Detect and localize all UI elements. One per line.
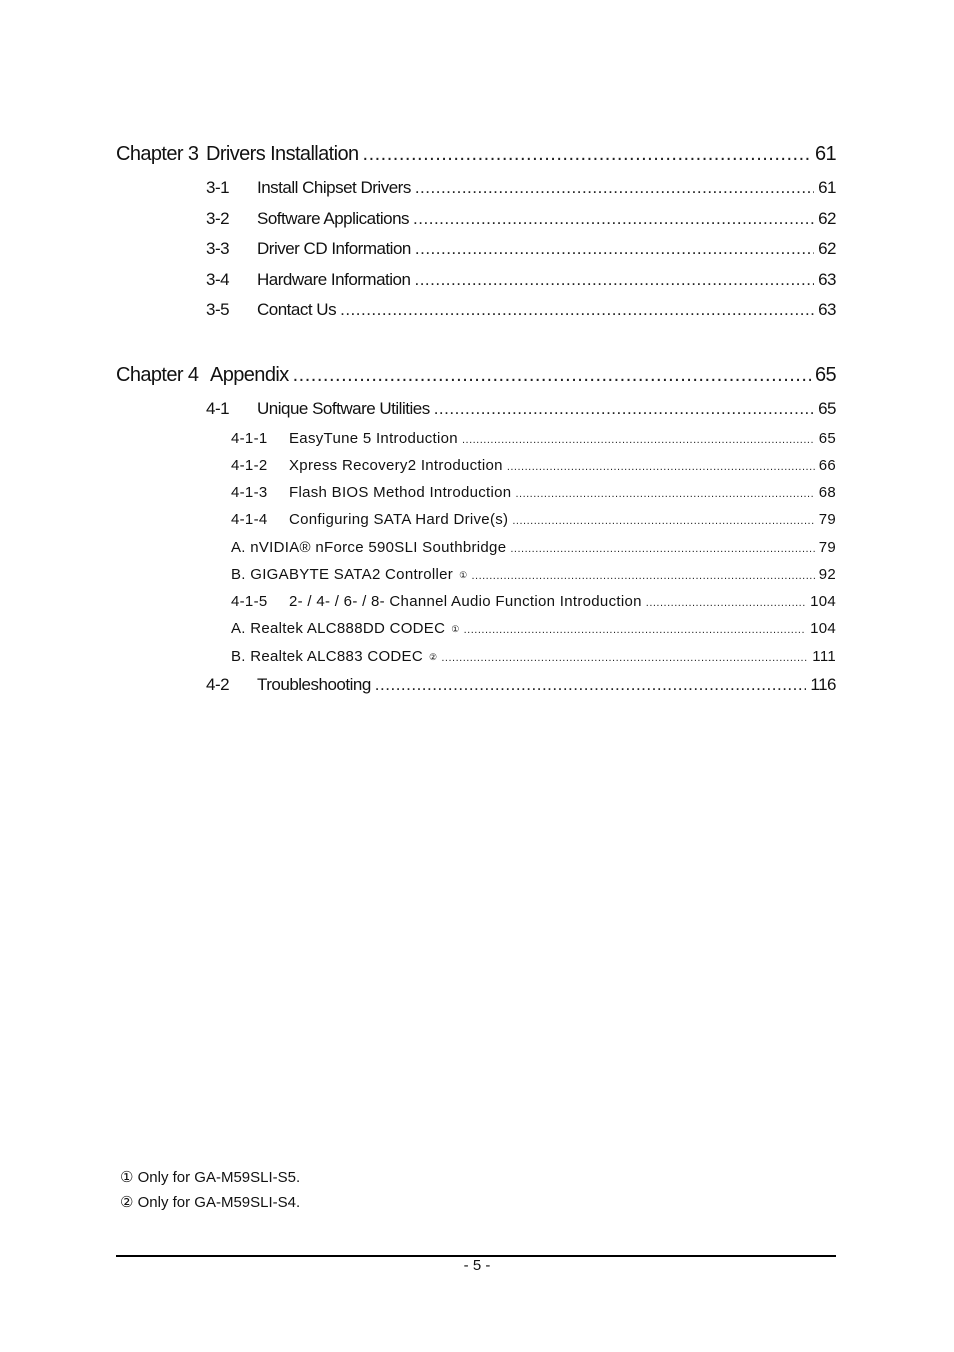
section-code: 3-5	[206, 300, 230, 319]
toc-item-gigabyte-sata2[interactable]	[231, 566, 836, 583]
subsection-code: 4-1-2	[231, 457, 268, 474]
section-title: Driver CD Information	[257, 239, 411, 258]
leader-dots	[646, 593, 806, 610]
subsection-title: 2- / 4- / 6- / 8- Channel Audio Function Introduction	[289, 593, 642, 610]
page-ref: 65	[818, 399, 836, 418]
chapter-title: Appendix	[210, 364, 289, 386]
leader-dots	[414, 270, 814, 290]
chapter-title: Drivers Installation	[206, 143, 359, 165]
section-title: Install Chipset Drivers	[257, 178, 411, 197]
section-code: 3-1	[206, 178, 230, 197]
page-number: - 5 -	[463, 1257, 491, 1274]
section-code: 3-2	[206, 209, 230, 228]
page-ref: 92	[818, 566, 836, 583]
toc-subsection-4-1-3[interactable]	[231, 484, 836, 501]
page-ref: 66	[818, 457, 836, 474]
footnote-1: ① Only for GA-M59SLI-S5.	[120, 1169, 301, 1186]
page-ref: 104	[810, 620, 836, 637]
chapter-code: Chapter 3	[116, 143, 199, 165]
leader-dots	[434, 399, 814, 419]
toc-chapter-3[interactable]	[116, 143, 836, 166]
leader-dots	[340, 300, 814, 320]
toc-item-realtek-alc888dd[interactable]	[231, 620, 836, 637]
page-ref: 79	[818, 539, 836, 556]
subsection-title: B. GIGABYTE SATA2 Controller	[231, 566, 454, 583]
toc-item-nvidia-southbridge[interactable]	[231, 539, 836, 556]
leader-dots	[415, 239, 814, 259]
page-ref: 68	[818, 484, 836, 501]
subsection-title: A. nVIDIA® nForce 590SLI Southbridge	[231, 539, 507, 556]
subsection-title: Xpress Recovery2 Introduction	[289, 457, 503, 474]
leader-dots	[293, 364, 811, 387]
page-ref: 111	[812, 648, 836, 665]
subsection-title: EasyTune 5 Introduction	[289, 430, 458, 447]
toc-section-4-1[interactable]	[206, 399, 836, 419]
page-ref: 104	[810, 593, 836, 610]
page-ref: 61	[818, 178, 836, 197]
footnote-marker: ①	[459, 570, 468, 580]
leader-dots	[512, 511, 814, 528]
leader-dots	[471, 566, 814, 583]
leader-dots	[413, 209, 814, 229]
leader-dots	[462, 430, 815, 447]
toc-section-4-2[interactable]	[206, 675, 836, 695]
page-ref: 79	[818, 511, 836, 528]
leader-dots	[415, 178, 814, 198]
footnote-marker: ①	[451, 624, 460, 634]
subsection-title: B. Realtek ALC883 CODEC	[231, 648, 423, 665]
toc-item-realtek-alc883[interactable]	[231, 648, 836, 665]
leader-dots	[441, 648, 808, 665]
section-title: Hardware Information	[257, 270, 411, 289]
subsection-code: 4-1-1	[231, 430, 268, 447]
toc-section-3-2[interactable]	[206, 209, 836, 229]
subsection-code: 4-1-4	[231, 511, 268, 528]
leader-dots	[464, 620, 806, 637]
leader-dots	[507, 457, 815, 474]
section-title: Unique Software Utilities	[257, 399, 430, 418]
section-code: 3-3	[206, 239, 230, 258]
page-ref: 63	[818, 300, 836, 319]
leader-dots	[510, 539, 814, 556]
page-ref: 63	[818, 270, 836, 289]
page-ref: 62	[818, 239, 836, 258]
toc-subsection-4-1-1[interactable]	[231, 430, 836, 447]
toc-section-3-5[interactable]	[206, 300, 836, 320]
toc-section-3-1[interactable]	[206, 178, 836, 198]
subsection-title: A. Realtek ALC888DD CODEC	[231, 620, 446, 637]
subsection-title: Configuring SATA Hard Drive(s)	[289, 511, 509, 528]
page-ref: 65	[814, 364, 836, 386]
toc-section-3-4[interactable]	[206, 270, 836, 290]
leader-dots	[375, 675, 807, 695]
toc-subsection-4-1-5[interactable]	[231, 593, 836, 610]
section-code: 4-1	[206, 399, 230, 418]
section-title: Software Applications	[257, 209, 410, 228]
page-ref: 61	[814, 143, 836, 165]
subsection-title: Flash BIOS Method Introduction	[289, 484, 512, 501]
toc-subsection-4-1-2[interactable]	[231, 457, 836, 474]
page-ref: 65	[818, 430, 836, 447]
section-title: Contact Us	[257, 300, 337, 319]
page-ref: 62	[818, 209, 836, 228]
chapter-code: Chapter 4	[116, 364, 199, 386]
subsection-code: 4-1-5	[231, 593, 268, 610]
section-title: Troubleshooting	[257, 675, 371, 694]
subsection-code: 4-1-3	[231, 484, 268, 501]
section-code: 4-2	[206, 675, 230, 694]
page-ref: 116	[810, 675, 836, 694]
footnote-marker: ②	[428, 652, 438, 662]
leader-dots	[363, 143, 811, 166]
section-code: 3-4	[206, 270, 230, 289]
toc-chapter-4[interactable]	[116, 364, 836, 387]
toc-section-3-3[interactable]	[206, 239, 836, 259]
leader-dots	[515, 484, 814, 501]
footnote-2: ② Only for GA-M59SLI-S4.	[120, 1194, 301, 1211]
toc-subsection-4-1-4[interactable]	[231, 511, 836, 528]
